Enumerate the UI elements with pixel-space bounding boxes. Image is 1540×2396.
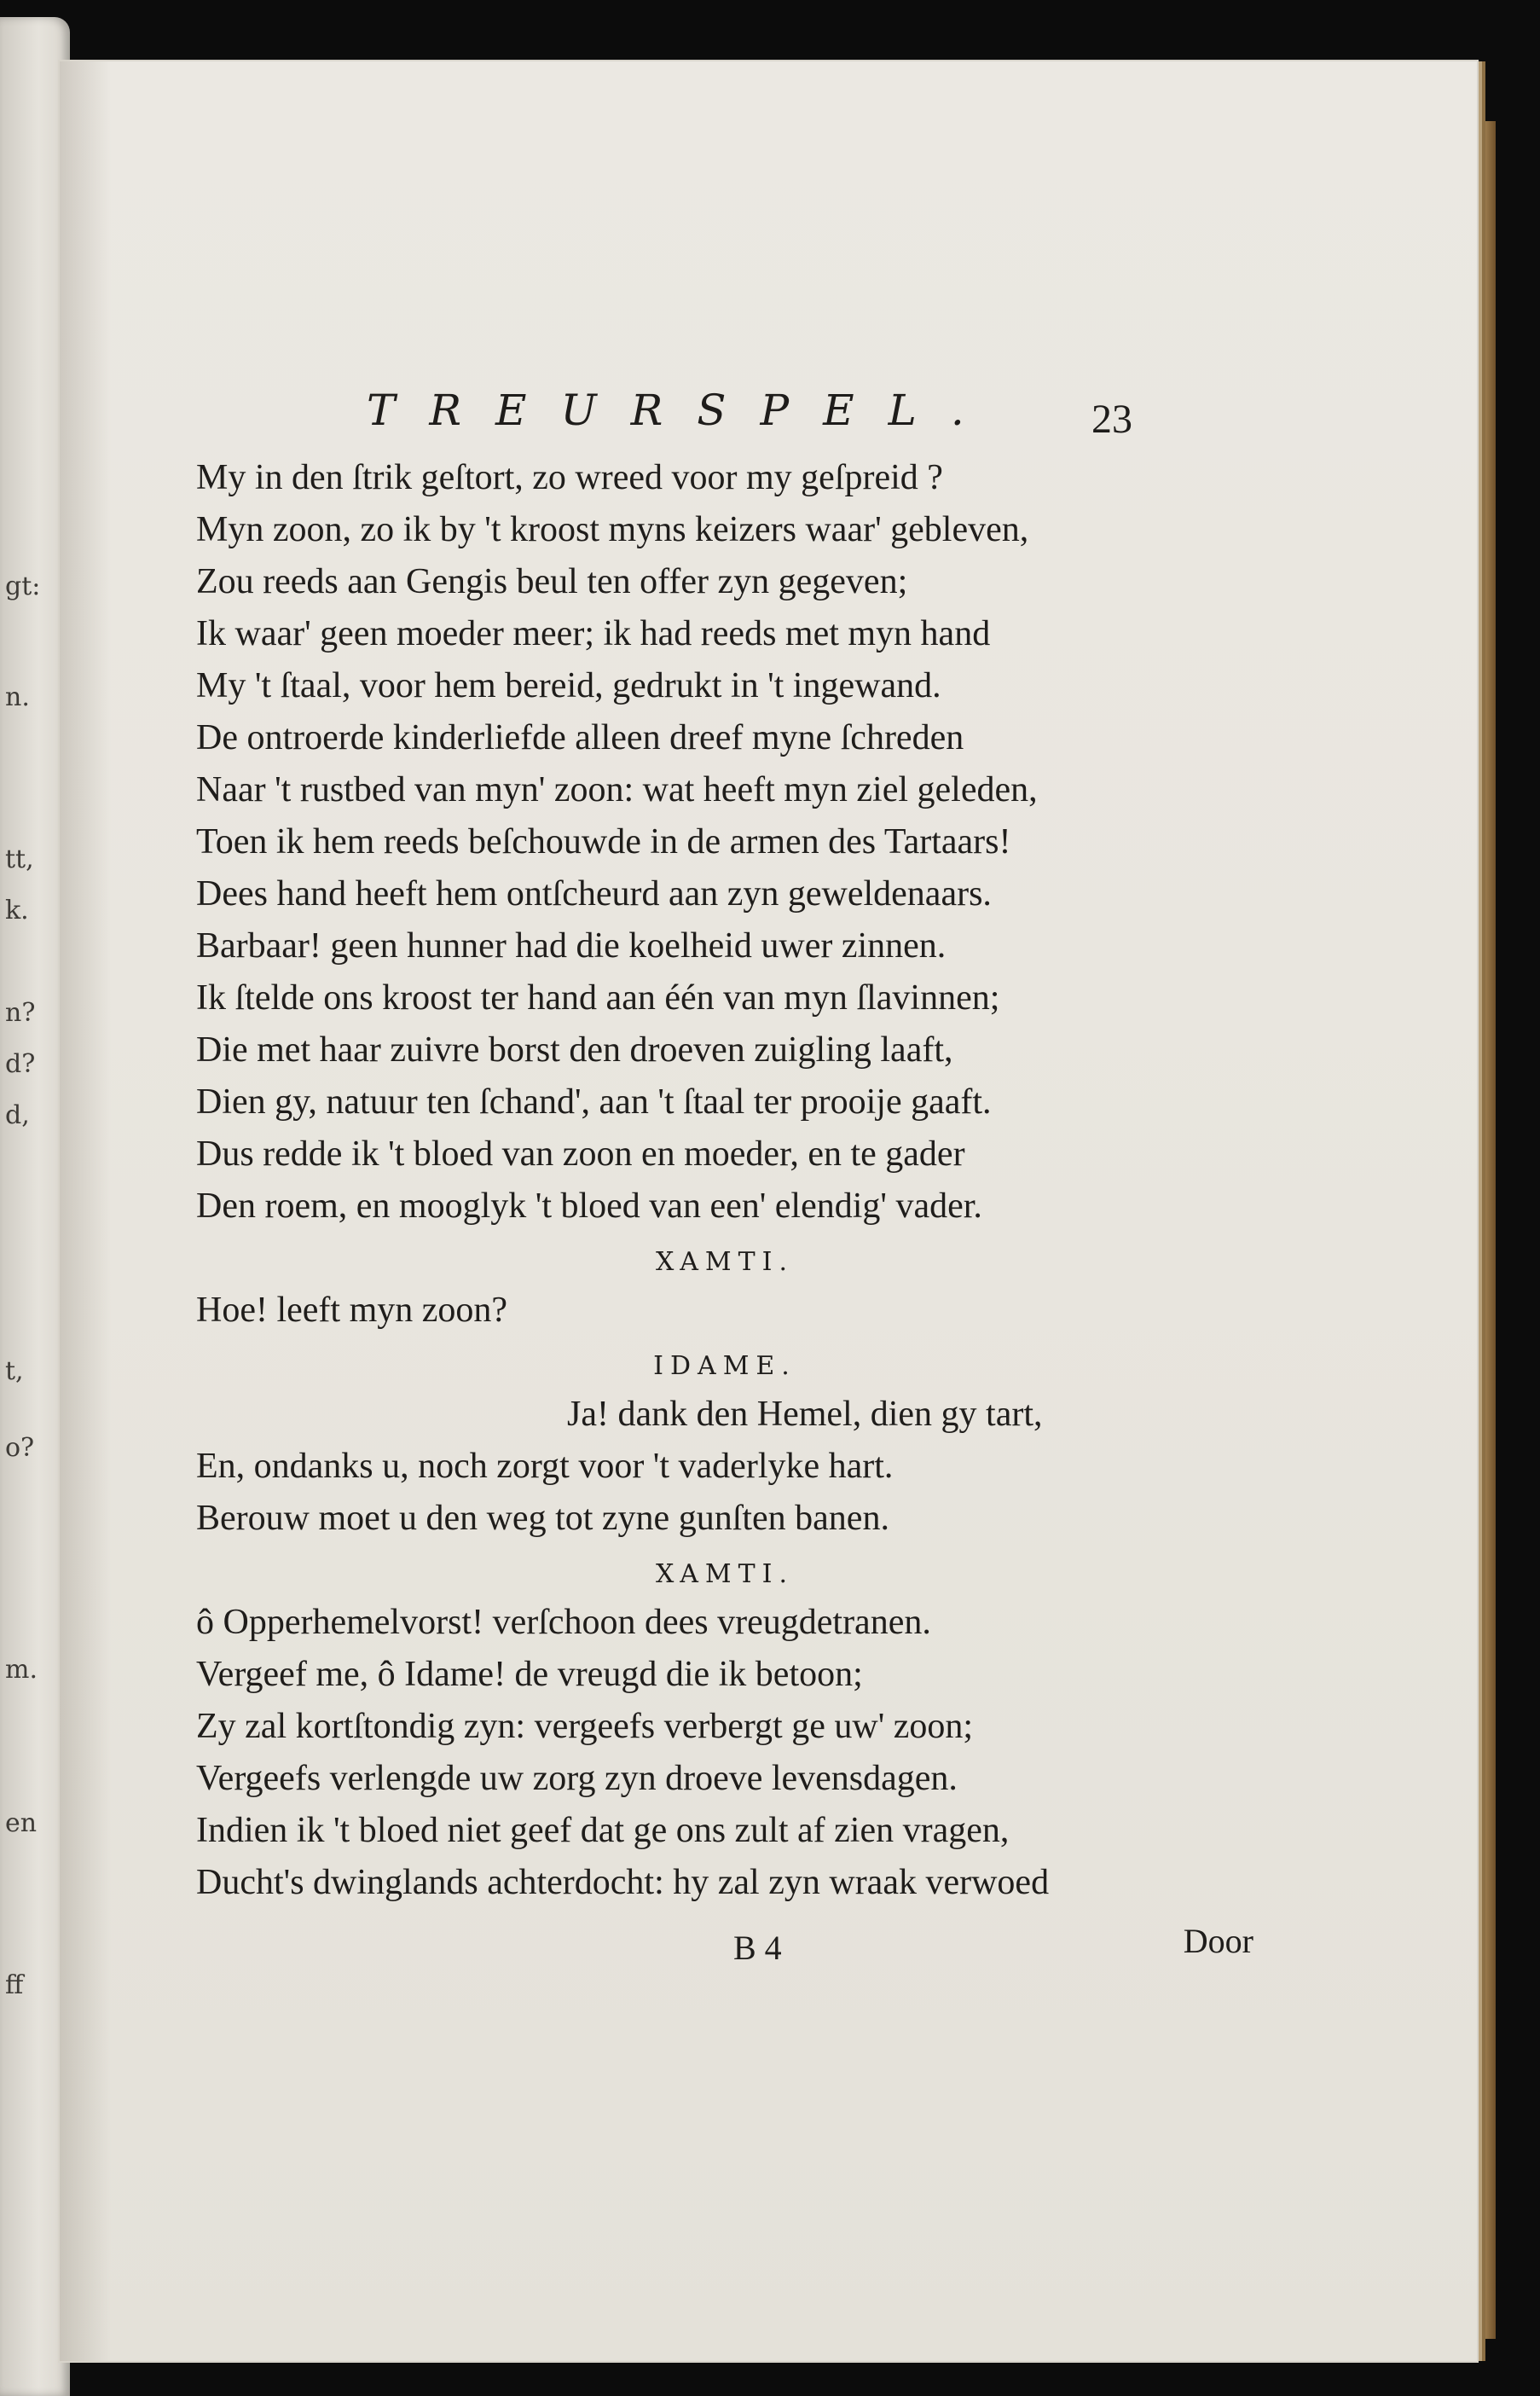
running-head: TREURSPEL. — [367, 386, 999, 435]
page-number: 23 — [1091, 397, 1132, 442]
verse-line: Ik ſtelde ons kroost ter hand aan één van myn ſlavinnen; — [196, 978, 1000, 1018]
margin-fragment: en — [5, 1808, 38, 1838]
book-page — [60, 61, 1477, 2361]
verse-line: Dien gy, natuur ten ſchand', aan 't ſtaal ter prooije gaaft. — [196, 1082, 992, 1122]
verse-line: My 't ſtaal, voor hem bereid, gedrukt in 't ingewand. — [196, 666, 941, 705]
verse-line: En, ondanks u, noch zorgt voor 't vaderlyke hart. — [196, 1447, 894, 1486]
margin-fragment: d, — [5, 1100, 30, 1130]
margin-fragment: n. — [5, 682, 30, 712]
margin-fragment: o? — [5, 1433, 35, 1463]
verse-line: Vergeefs verlengde uw zorg zyn droeve levensdagen. — [196, 1759, 958, 1798]
verse-line: Indien ik 't bloed niet geef dat ge ons zult af zien vragen, — [196, 1811, 1010, 1850]
verse-line: Ja! dank den Hemel, dien gy tart, — [567, 1395, 1043, 1434]
verse-line: Dees hand heeft hem ontſcheurd aan zyn geweldenaars. — [196, 874, 992, 914]
margin-fragment: k. — [5, 896, 29, 925]
verse-line: Toen ik hem reeds beſchouwde in de armen des Tartaars! — [196, 822, 1011, 862]
margin-fragment: tt, — [5, 844, 34, 874]
verse-line: ô Opperhemelvorst! verſchoon dees vreugdetranen. — [196, 1603, 931, 1642]
speaker-name: XAMTI. — [655, 1559, 795, 1589]
verse-line: Hoe! leeft myn zoon? — [196, 1291, 508, 1330]
margin-fragment: d? — [5, 1049, 36, 1079]
verse-line: Den roem, en mooglyk 't bloed van een' elendig' vader. — [196, 1186, 982, 1226]
margin-fragment: t, — [5, 1356, 24, 1386]
margin-fragment: m. — [5, 1655, 38, 1685]
verse-line: Zou reeds aan Gengis beul ten offer zyn gegeven; — [196, 562, 908, 601]
margin-fragment: n? — [5, 998, 36, 1028]
speaker-name: IDAME. — [653, 1351, 796, 1381]
signature-mark: B 4 — [733, 1929, 782, 1967]
verse-line: Die met haar zuivre borst den droeven zuigling laaft, — [196, 1030, 953, 1070]
verse-line: Vergeef me, ô Idame! de vreugd die ik betoon; — [196, 1655, 863, 1694]
verse-line: Ik waar' geen moeder meer; ik had reeds met myn hand — [196, 614, 991, 653]
page-fore-edge — [1485, 121, 1496, 2339]
verse-line: Ducht's dwinglands achterdocht: hy zal zyn wraak verwoed — [196, 1863, 1050, 1902]
verse-text — [196, 452, 1253, 1909]
verse-line: My in den ſtrik geſtort, zo wreed voor my geſpreid ? — [196, 458, 943, 497]
catchword: Door — [1183, 1922, 1253, 1960]
verse-line: Barbaar! geen hunner had die koelheid uwer zinnen. — [196, 926, 947, 966]
margin-fragment: gt: — [5, 571, 41, 601]
speaker-name: XAMTI. — [655, 1247, 795, 1277]
verse-line: Berouw moet u den weg tot zyne gunſten banen. — [196, 1499, 889, 1538]
verse-line: Naar 't rustbed van myn' zoon: wat heeft myn ziel geleden, — [196, 770, 1038, 809]
margin-fragment: ff — [5, 1970, 24, 2000]
page-footer — [196, 1922, 1253, 1979]
verse-line: Myn zoon, zo ik by 't kroost myns keizers waar' gebleven, — [196, 510, 1029, 549]
verse-line: De ontroerde kinderliefde alleen dreef myne ſchreden — [196, 718, 964, 757]
verse-line: Dus redde ik 't bloed van zoon en moeder, en te gader — [196, 1134, 965, 1174]
verse-line: Zy zal kortſtondig zyn: vergeefs verbergt ge uw' zoon; — [196, 1707, 974, 1746]
